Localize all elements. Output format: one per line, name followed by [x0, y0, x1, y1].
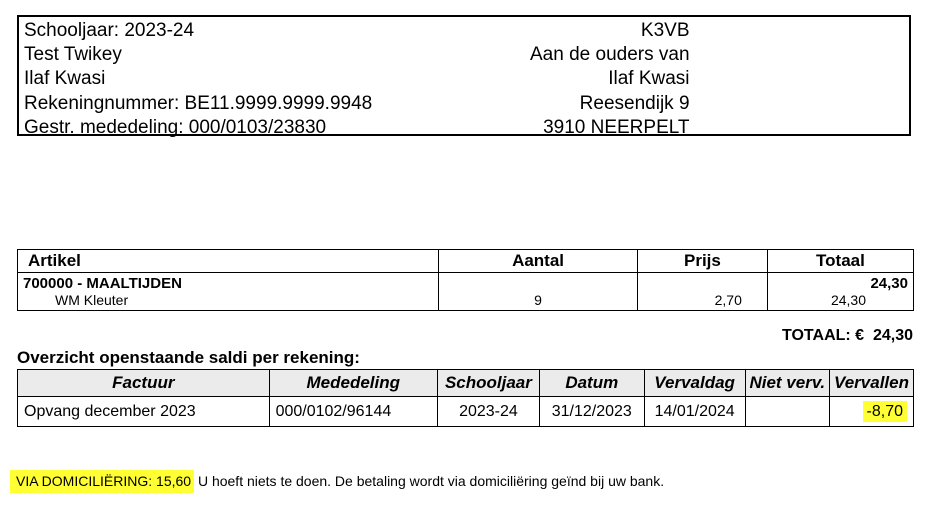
- invoice-name: Opvang december 2023: [18, 397, 270, 427]
- school-info-column: [24, 19, 372, 140]
- article-group-total: 24,30: [870, 275, 908, 292]
- invoice-date: 31/12/2023: [539, 397, 644, 427]
- structured-reference: Gestr. mededeling: 000/0103/23830: [24, 116, 327, 138]
- article-group-code: 700000 - MAALTIJDEN: [23, 275, 182, 292]
- student-name: Ilaf Kwasi: [24, 68, 106, 90]
- articles-table: [17, 249, 914, 311]
- table-row: [18, 273, 914, 311]
- quantity-cell: [439, 273, 638, 311]
- article-item-price: 2,70: [714, 292, 742, 308]
- school-year: Schooljaar: 2023-24: [24, 20, 195, 41]
- grand-total: TOTAAL: € 24,30: [782, 327, 913, 344]
- invoice-reference: 000/0102/96144: [269, 397, 437, 427]
- col-artikel: Artikel: [18, 250, 439, 273]
- account-number: Rekeningnummer: BE11.9999.9999.9948: [24, 92, 373, 114]
- table-row: [18, 397, 914, 427]
- balances-title: Overzicht openstaande saldi per rekening:: [17, 348, 360, 367]
- recipient-street: Reesendijk 9: [579, 92, 690, 114]
- direct-debit-amount: VIA DOMICILIËRING: 15,60: [10, 470, 194, 493]
- invoice-not-due: [745, 397, 829, 427]
- recipient-name: Ilaf Kwasi: [608, 68, 690, 90]
- col-mededeling: Mededeling: [269, 370, 437, 397]
- price-cell: [638, 273, 768, 311]
- invoice-school-year: 2023-24: [437, 397, 539, 427]
- class-code: K3VB: [640, 20, 690, 41]
- article-cell: [18, 273, 439, 311]
- col-datum: Datum: [539, 370, 644, 397]
- col-niet-verv: Niet verv.: [745, 370, 829, 397]
- article-item-total: 24,30: [830, 292, 866, 308]
- col-factuur: Factuur: [18, 370, 270, 397]
- invoice-overdue-cell: [830, 397, 914, 427]
- article-item-qty: 9: [534, 292, 542, 308]
- col-aantal: Aantal: [439, 250, 638, 273]
- article-item-name: WM Kleuter: [55, 292, 129, 308]
- payment-note-text: U hoeft niets te doen. De betaling wordt via domiciliëring geïnd bij uw bank.: [194, 473, 665, 489]
- col-vervallen: Vervallen: [830, 370, 914, 397]
- col-prijs: Prijs: [638, 250, 768, 273]
- balances-table: [17, 369, 914, 427]
- recipient-city: 3910 NEERPELT: [543, 116, 690, 138]
- school-name: Test Twikey: [24, 44, 122, 66]
- articles-header-row: [18, 250, 914, 273]
- invoice-due-date: 14/01/2024: [644, 397, 745, 427]
- payment-note: [10, 473, 664, 489]
- col-totaal: Totaal: [767, 250, 913, 273]
- address-header-box: [17, 15, 911, 136]
- recipient-salutation: Aan de ouders van: [530, 44, 690, 66]
- total-cell: [767, 273, 913, 311]
- col-schooljaar: Schooljaar: [437, 370, 539, 397]
- recipient-address-column: [530, 19, 690, 140]
- invoice-overdue: -8,70: [863, 401, 907, 422]
- balances-header-row: [18, 370, 914, 397]
- col-vervaldag: Vervaldag: [644, 370, 745, 397]
